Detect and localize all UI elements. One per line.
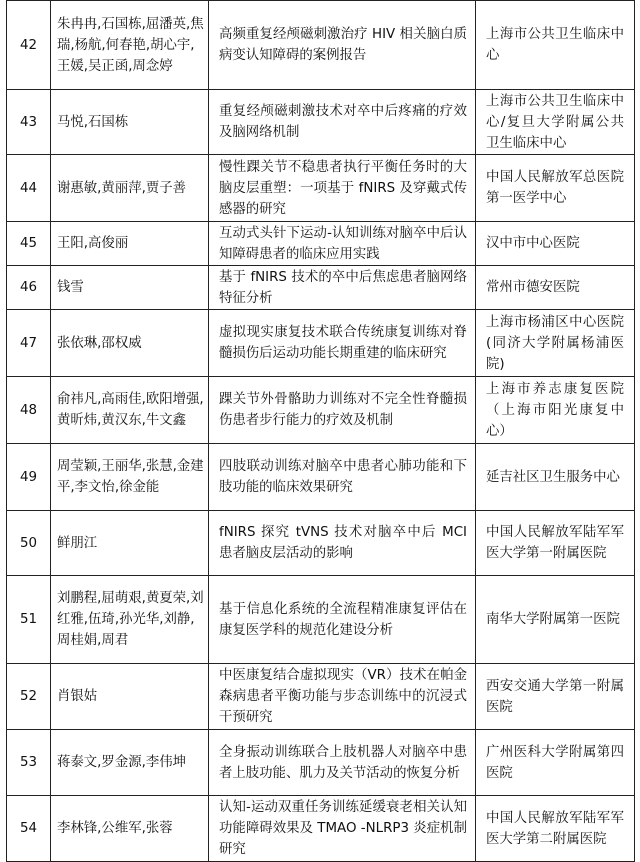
row-number: 46 [7, 266, 51, 310]
table-row [7, 511, 635, 576]
abstract-table [6, 0, 635, 862]
title-cell: 全身振动训练联合上肢机器人对脑卒中患者上肢功能、肌力及关节活动的恢复分析 [209, 730, 476, 796]
institution-cell: 上海市养志康复医院（上海市阳光康复中心） [476, 377, 635, 444]
institution-cell: 上海市公共卫生临床中心 [476, 1, 635, 90]
row-number: 54 [7, 796, 51, 862]
row-number: 50 [7, 511, 51, 576]
row-number: 45 [7, 222, 51, 266]
authors-cell: 谢惠敏,黄丽萍,贾子善 [51, 155, 209, 222]
title-cell: 基于 fNIRS 技术的卒中后焦虑患者脑网络特征分析 [209, 266, 476, 310]
authors-cell: 蒋泰文,罗金源,李伟坤 [51, 730, 209, 796]
table-row [7, 310, 635, 377]
authors-cell: 钱雪 [51, 266, 209, 310]
row-number: 49 [7, 444, 51, 511]
table-row [7, 1, 635, 90]
authors-cell: 王阳,高俊丽 [51, 222, 209, 266]
institution-cell: 中国人民解放军陆军军医大学第二附属医院 [476, 796, 635, 862]
institution-cell: 常州市德安医院 [476, 266, 635, 310]
authors-cell: 马悦,石国栋 [51, 90, 209, 155]
authors-cell: 张依琳,邵权威 [51, 310, 209, 377]
table-row [7, 377, 635, 444]
title-cell: 互动式头针下运动-认知训练对脑卒中后认知障碍患者的临床应用实践 [209, 222, 476, 266]
authors-cell: 周莹颖,王丽华,张慧,金建平,李文怡,徐金能 [51, 444, 209, 511]
table-row [7, 155, 635, 222]
institution-cell: 广州医科大学附属第四医院 [476, 730, 635, 796]
title-cell: 四肢联动训练对脑卒中患者心肺功能和下肢功能的临床效果研究 [209, 444, 476, 511]
row-number: 53 [7, 730, 51, 796]
table-row [7, 90, 635, 155]
title-cell: 踝关节外骨骼助力训练对不完全性脊髓损伤患者步行能力的疗效及机制 [209, 377, 476, 444]
title-cell: 认知-运动双重任务训练延缓衰老相关认知功能障碍效果及 TMAO -NLRP3 炎症机制研究 [209, 796, 476, 862]
title-cell: 慢性踝关节不稳患者执行平衡任务时的大脑皮层重塑：一项基于 fNIRS 及穿戴式传感器的研究 [209, 155, 476, 222]
table-row [7, 266, 635, 310]
authors-cell: 李林锋,公维军,张蓉 [51, 796, 209, 862]
table-row [7, 576, 635, 664]
institution-cell: 西安交通大学第一附属医院 [476, 664, 635, 730]
row-number: 48 [7, 377, 51, 444]
row-number: 42 [7, 1, 51, 90]
table-row [7, 730, 635, 796]
authors-cell: 肖银姑 [51, 664, 209, 730]
row-number: 43 [7, 90, 51, 155]
institution-cell: 延吉社区卫生服务中心 [476, 444, 635, 511]
table-row [7, 222, 635, 266]
row-number: 47 [7, 310, 51, 377]
row-number: 51 [7, 576, 51, 664]
table-row [7, 444, 635, 511]
institution-cell: 上海市公共卫生临床中心/复旦大学附属公共卫生临床中心 [476, 90, 635, 155]
title-cell: 基于信息化系统的全流程精准康复评估在康复医学科的规范化建设分析 [209, 576, 476, 664]
row-number: 52 [7, 664, 51, 730]
institution-cell: 南华大学附属第一医院 [476, 576, 635, 664]
institution-cell: 汉中市中心医院 [476, 222, 635, 266]
institution-cell: 上海市杨浦区中心医院(同济大学附属杨浦医院) [476, 310, 635, 377]
title-cell: 重复经颅磁刺激技术对卒中后疼痛的疗效及脑网络机制 [209, 90, 476, 155]
row-number: 44 [7, 155, 51, 222]
institution-cell: 中国人民解放军陆军军医大学第一附属医院 [476, 511, 635, 576]
title-cell: 虚拟现实康复技术联合传统康复训练对脊髓损伤后运动功能长期重建的临床研究 [209, 310, 476, 377]
authors-cell: 朱冉冉,石国栋,屈潘英,焦瑞,杨航,何春艳,胡心宇,王媛,吴正函,周念婷 [51, 1, 209, 90]
table-row [7, 664, 635, 730]
authors-cell: 刘鹏程,屈萌艰,黄夏荣,刘红雅,伍琦,孙光华,刘静,周桂娟,周君 [51, 576, 209, 664]
institution-cell: 中国人民解放军总医院第一医学中心 [476, 155, 635, 222]
authors-cell: 鲜朋江 [51, 511, 209, 576]
title-cell: fNIRS 探究 tVNS 技术对脑卒中后 MCI 患者脑皮层活动的影响 [209, 511, 476, 576]
title-cell: 高频重复经颅磁刺激治疗 HIV 相关脑白质病变认知障碍的案例报告 [209, 1, 476, 90]
authors-cell: 俞祎凡,高雨佳,欧阳增强,黄昕炜,黄汉东,牛文鑫 [51, 377, 209, 444]
table-row [7, 796, 635, 862]
title-cell: 中医康复结合虚拟现实（VR）技术在帕金森病患者平衡功能与步态训练中的沉浸式干预研究 [209, 664, 476, 730]
